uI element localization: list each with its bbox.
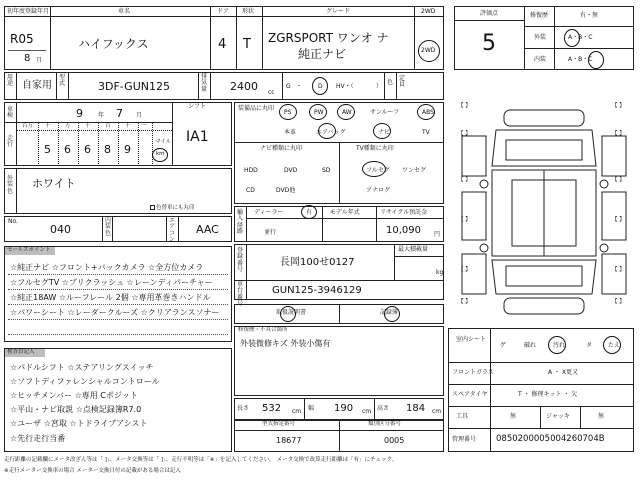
- navi-type-label: ナビ種類に丸印: [260, 145, 303, 152]
- spare-tire-value: T ・ 修理キット ・ 欠: [518, 391, 578, 398]
- navi-sd: SD: [322, 167, 331, 174]
- capacity-label: 定員: [398, 75, 405, 89]
- model-value: 3DF-GUN125: [98, 80, 170, 93]
- displacement-value: 2400: [230, 80, 258, 93]
- mileage-digit-5: 9: [124, 143, 131, 156]
- equip-navi: ナビ: [378, 129, 391, 136]
- record-book-circle-mark: [384, 306, 400, 322]
- spare-tire-label: スペアタイヤ: [452, 391, 488, 398]
- score-label: 評価点: [480, 10, 499, 17]
- exterior-color-block: [4, 168, 232, 214]
- shape-label: 形状: [242, 8, 255, 15]
- type-cert-label: 型式指定番号: [262, 421, 296, 427]
- equipment-label: 装備品に丸印: [238, 105, 275, 112]
- aircon-value: AAC: [196, 223, 219, 236]
- digit-label-6: 十: [125, 123, 131, 129]
- length-unit: cm: [292, 408, 302, 415]
- plate-value: 長岡100せ0127: [280, 257, 355, 268]
- bumper-label-7: 【 】: [458, 217, 471, 223]
- exterior-color-label: 外装色: [6, 175, 13, 195]
- recycle-unit: 円: [434, 231, 441, 238]
- reg-era: R05: [10, 32, 34, 46]
- exterior-color-value: ホワイト: [32, 177, 76, 190]
- dealer-label: ディーラー: [254, 209, 284, 216]
- bumper-label-1: 【 】: [458, 103, 471, 109]
- bumper-label-4: 【 】: [612, 131, 625, 137]
- mileage-digit-2: 6: [64, 143, 71, 156]
- equip-tv: TV: [422, 129, 430, 136]
- bumper-label-2: 【 】: [612, 103, 625, 109]
- width-label: 幅: [308, 405, 315, 412]
- aircon-label: エアコン: [168, 217, 175, 243]
- number-value: 040: [50, 223, 71, 236]
- reg-month-unit: 月: [36, 57, 43, 64]
- equip-sunroof: サンルーフ: [370, 109, 400, 116]
- bumper-label-9: 【 】: [458, 267, 471, 273]
- digit-label-3: 万: [65, 123, 71, 129]
- wd-value: 2WD: [421, 47, 436, 54]
- reg-month: 8: [24, 53, 31, 64]
- seat-label: 室内シート: [456, 336, 487, 343]
- digit-label-5: 百: [105, 123, 111, 129]
- sales-point-line-3: ☆純正18AW ☆ルーフレール 2個 ☆専用革巻きハンドル: [10, 293, 211, 302]
- shift-label: シフト: [188, 103, 207, 110]
- type-cert-value: 18677: [276, 436, 302, 445]
- inspector-note-line-3: ☆ヒッチメンバー ☆専用 Cポジット: [10, 391, 138, 400]
- height-value: 184: [406, 403, 426, 414]
- navi-cd: CD: [246, 187, 255, 194]
- inspector-notes-label: 検査員記入: [7, 349, 35, 355]
- bumper-label-5: 【 】: [458, 177, 471, 183]
- height-unit: cm: [432, 408, 442, 415]
- bumper-label-12: 【 】: [612, 299, 625, 305]
- score-value: 5: [482, 31, 496, 56]
- tool-label: 工具: [456, 413, 469, 420]
- recycle-value: 10,090: [386, 225, 421, 236]
- sales-point-line-1: ☆純正ナビ ☆フロント+バックカメラ ☆全方位カメラ: [10, 263, 204, 272]
- digit-label-4: 千: [85, 123, 91, 129]
- navi-hdd: HDD: [244, 167, 258, 174]
- reg-date-label: 初年度登録年月: [7, 8, 50, 15]
- bumper-label-11: 【 】: [458, 299, 471, 305]
- seat-item-3: 汚れ: [553, 342, 566, 349]
- dealer-value: 有: [306, 209, 313, 216]
- number-label: No.: [8, 218, 18, 225]
- fuel-close: ）: [376, 83, 383, 90]
- bumper-label-8: 【 】: [612, 217, 625, 223]
- interior-grade-label: 内装: [534, 56, 547, 63]
- digit-label-2: 十: [45, 123, 51, 129]
- shape-value: T: [243, 37, 251, 52]
- inspection-month-unit: 月: [136, 112, 143, 119]
- sales-point-line-2: ☆フルセグTV ☆プリクラッシュ ☆レーンディパーチャー: [10, 278, 213, 287]
- shift-value: IA1: [186, 129, 209, 145]
- fuel-circle-mark: [312, 77, 328, 95]
- import-route-label: 輸入経路: [236, 209, 243, 235]
- tv-analog: アナログ: [366, 187, 391, 194]
- inspector-note-line-1: ☆パドルシフト ☆ステアリングスイッチ: [10, 363, 154, 372]
- equip-abs: ABS: [422, 109, 434, 116]
- equip-abs-circle-mark: [417, 104, 435, 120]
- sales-points-label: セールスポイント: [7, 247, 51, 253]
- bumper-label-6: 【 】: [612, 177, 625, 183]
- width-unit: cm: [362, 408, 372, 415]
- wd-label: 2WD: [421, 8, 436, 15]
- mileage-digit-1: 5: [44, 143, 51, 156]
- inspection-year: 9: [76, 107, 83, 120]
- tv-fullseg: フルセグ: [366, 167, 390, 174]
- car-diagram-svg: [454, 96, 634, 324]
- defects-label: 修復歴・不具合箇所: [238, 327, 288, 333]
- fuel-hv: HV・（: [336, 83, 354, 90]
- manual-circle-mark: [280, 306, 296, 322]
- car-name-label: 車名: [118, 8, 131, 15]
- inspector-note-line-2: ☆ソフトディファレンシャルコントロール: [10, 377, 160, 386]
- door-value: 4: [218, 37, 227, 52]
- exterior-grade-value: A・B・C: [568, 34, 593, 41]
- tv-fullseg-circle-mark: [362, 161, 386, 177]
- mileage-label: 走行: [6, 135, 13, 149]
- inspector-note-line-5: ☆ユーザ ☆宮取 ☆トドライブアシスト: [10, 419, 148, 428]
- manual-label: 取扱説明書: [276, 309, 307, 316]
- digit-label-7: 一: [141, 123, 147, 129]
- inspection-year-unit: 年: [98, 112, 105, 119]
- inspector-note-line-6: ☆先行走行当番: [10, 434, 66, 443]
- grade-line2: 純正ナビ: [298, 47, 347, 61]
- defects-value: 外装微修キズ 外装小傷有: [240, 339, 331, 348]
- seat-item-1: ゲ: [500, 342, 507, 349]
- tv-type-label: TV種類に丸印: [356, 145, 394, 152]
- digit-label-1: 百万: [22, 123, 34, 129]
- exterior-grade-circle-mark: [564, 29, 580, 47]
- equip-ps: PS: [284, 109, 292, 116]
- color-change-checkbox[interactable]: [150, 205, 155, 210]
- bumper-label-3: 【 】: [458, 131, 471, 137]
- color-label: 色: [386, 79, 393, 86]
- seat-stain-circle-mark: [548, 336, 566, 354]
- chassis-value: GUN125-3946129: [272, 285, 362, 296]
- inspector-note-line-4: ☆平山・ナビ取説 ☆点検記録簿R7.0: [10, 405, 142, 414]
- displacement-unit: cc: [268, 89, 275, 96]
- mileage-digit-4: 8: [104, 143, 111, 156]
- grade-line1: ZGRSPORT ワンオ ナ: [268, 31, 389, 45]
- use-label: 用途: [6, 74, 13, 88]
- equip-airbag-circle-mark: [318, 123, 336, 139]
- interior-grade-circle-mark: [588, 51, 604, 69]
- car-name-value: ハイフックス: [78, 37, 149, 51]
- chassis-label: 車台番号: [236, 281, 243, 307]
- equip-aw: AW: [342, 109, 352, 116]
- max-load-unit: kg: [436, 269, 444, 276]
- repair-history-label: 修復歴: [530, 12, 549, 19]
- navi-dvd: DVD: [284, 167, 298, 174]
- seat-item-2: 破れ: [524, 342, 537, 349]
- seat-tobacco-circle-mark: [603, 336, 621, 354]
- category-value: 0005: [384, 436, 405, 445]
- tv-oneseg: ワンセグ: [402, 167, 427, 174]
- displacement-label: 排気量: [200, 73, 207, 93]
- fuel-dot: ・: [296, 83, 303, 90]
- fuel-d: D: [318, 83, 323, 90]
- defects-block: [234, 326, 444, 396]
- equip-airbag: エアバッグ: [316, 129, 346, 136]
- mileage-unit-mile: マイル: [155, 139, 172, 145]
- jack-label: ジャッキ: [546, 413, 570, 420]
- height-label: 高さ: [377, 405, 390, 412]
- jack-value: 無: [598, 413, 605, 420]
- fuel-g: G: [286, 83, 291, 90]
- mileage-digit-3: 6: [84, 143, 91, 156]
- dealer-circle-mark: [301, 205, 317, 219]
- footer-note-1: 走行距離の記載欄にメータ改ざん等は「 ]」、メータ交換等は「 ]」、走行不明等は「※」を記入してください。 メータ交換で改算走行距離は「有」にチェック。: [4, 457, 398, 463]
- navi-dvd-other: DVD他: [276, 187, 296, 194]
- exterior-color-note: 色替車にも丸印: [156, 205, 195, 211]
- equip-pw: PW: [314, 109, 324, 116]
- repair-history-value: 有・無: [580, 12, 599, 19]
- max-load-label: 最大積載量: [398, 246, 429, 253]
- equip-aw-circle-mark: [337, 104, 355, 120]
- management-number-value: 0850200005004260704B: [496, 434, 605, 444]
- seat-item-4: タ: [586, 342, 593, 349]
- use-value: 自家用: [22, 80, 52, 91]
- interior-grade-value: A・B・C: [568, 56, 593, 63]
- grade-label: グレード: [326, 8, 351, 15]
- inspection-month: 7: [116, 107, 123, 120]
- windshield-value: A ・ X更又: [548, 369, 579, 376]
- recycle-label: リサイクル預託金: [380, 209, 428, 216]
- exterior-grade-label: 外装: [534, 34, 547, 41]
- parallel-label: 並行: [264, 229, 277, 236]
- bumper-label-10: 【 】: [612, 267, 625, 273]
- record-book-label: 記録簿: [380, 309, 399, 316]
- length-value: 532: [262, 403, 282, 414]
- seat-item-5: たえ: [608, 342, 621, 349]
- equip-ps-circle-mark: [279, 104, 297, 120]
- sales-point-line-4: ☆パワーシート ☆レーダークルーズ ☆クリアランスソナー: [10, 308, 220, 317]
- interior-color-label: 内装色: [104, 217, 111, 237]
- category-label: 類別区分番号: [368, 421, 402, 427]
- equip-navi-circle-mark: [373, 123, 391, 139]
- length-label: 長さ: [237, 405, 250, 412]
- plate-label: 登録番号: [236, 247, 243, 273]
- windshield-label: フロントガラス: [452, 369, 494, 376]
- tool-value: 無: [510, 413, 517, 420]
- model-label: 型式: [58, 74, 65, 88]
- inspection-label: 車検: [6, 106, 13, 120]
- width-value: 190: [334, 403, 354, 414]
- model-year-label: モデル年式: [330, 209, 360, 216]
- door-label: ドア: [217, 8, 229, 15]
- footer-note-2: ※走行メーター交換車の場合 メーター交換日付の記載がある場合は記入: [4, 468, 181, 474]
- management-number-label: 管理番号: [452, 436, 477, 443]
- equip-leather: 本革: [284, 129, 297, 136]
- equip-pw-circle-mark: [309, 104, 327, 120]
- mileage-unit-km: km: [156, 151, 165, 157]
